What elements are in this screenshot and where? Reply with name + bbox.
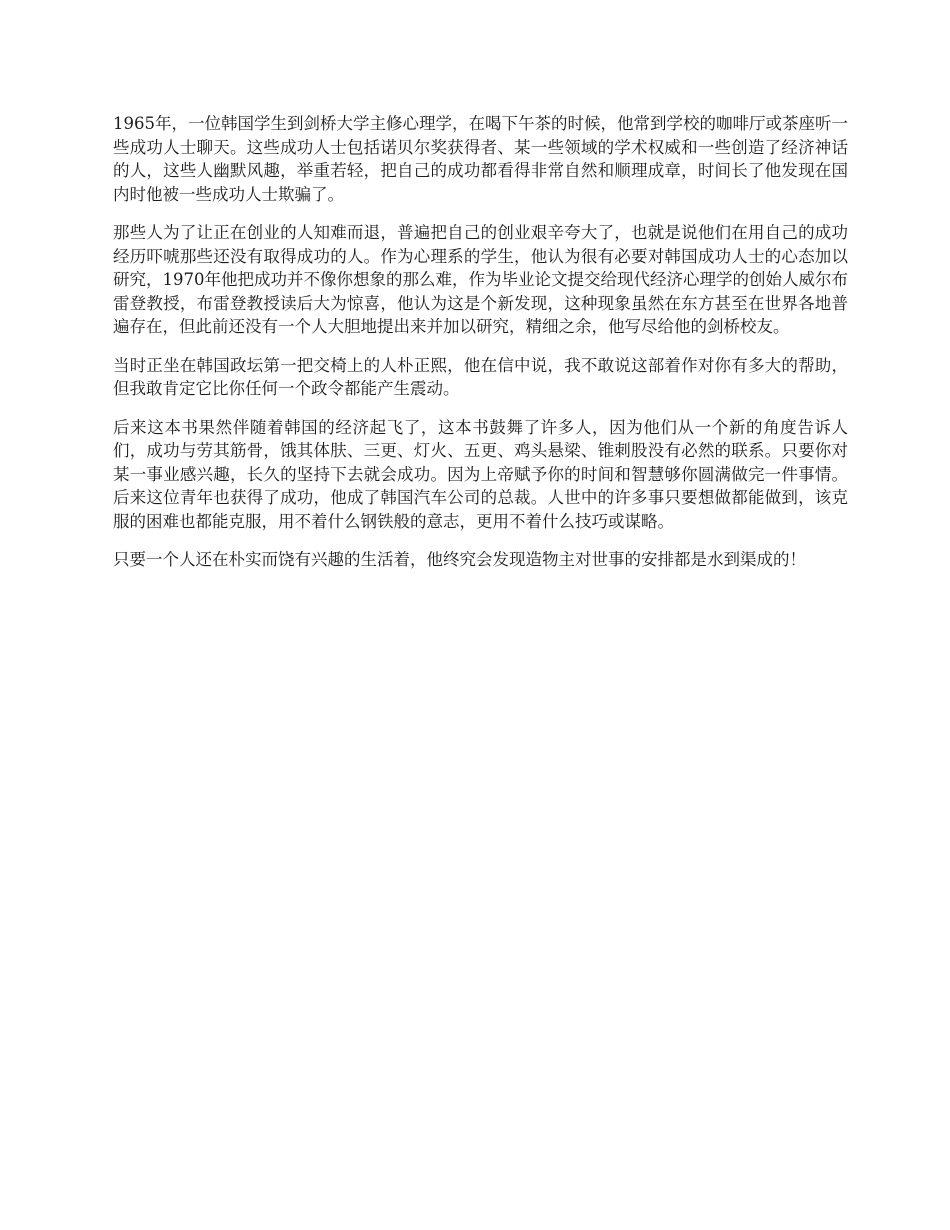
paragraph-1: 1965年，一位韩国学生到剑桥大学主修心理学，在喝下午茶的时候，他常到学校的咖啡厅或茶座听一些成功人士聊天。这些成功人士包括诺贝尔奖获得者、某一些领域的学术权威和一些创造了经济神话的人，这些人幽默风趣，举重若轻，把自己的成功都看得非常自然和顺理成章，时间长了他发现在国内时他被一些成功人士欺骗了。 [113,114,848,204]
document-body [113,112,848,587]
paragraph-2: 那些人为了让正在创业的人知难而退，普遍把自己的创业艰辛夸大了，也就是说他们在用自己的成功经历吓唬那些还没有取得成功的人。作为心理系的学生，他认为很有必要对韩国成功人士的心态加以研究，1970年他把成功并不像你想象的那么难，作为毕业论文提交给现代经济心理学的创始人威尔布雷登教授，布雷登教授读后大为惊喜，他认为这是个新发现，这种现象虽然在东方甚至在世界各地普遍存在，但此前还没有一个人大胆地提出来并加以研究，精细之余，他写尽给他的剑桥校友。 [113,223,848,336]
paragraph-4: 后来这本书果然伴随着韩国的经济起飞了，这本书鼓舞了许多人，因为他们从一个新的角度告诉人们，成功与劳其筋骨，饿其体肤、三更、灯火、五更、鸡头悬梁、锥刺股没有必然的联系。只要你对某一事业感兴趣，长久的坚持下去就会成功。因为上帝赋予你的时间和智慧够你圆满做完一件事情。后来这位青年也获得了成功，他成了韩国汽车公司的总裁。人世中的许多事只要想做都能做到，该克服的困难也都能克服，用不着什么钢铁般的意志，更用不着什么技巧或谋略。 [113,417,848,531]
paragraph-5: 只要一个人还在朴实而饶有兴趣的生活着，他终究会发现造物主对世事的安排都是水到渠成的！ [113,550,806,569]
paragraph-3: 当时正坐在韩国政坛第一把交椅上的人朴正熙，他在信中说，我不敢说这部着作对你有多大的帮助，但我敢肯定它比你任何一个政令都能产生震动。 [113,355,848,398]
